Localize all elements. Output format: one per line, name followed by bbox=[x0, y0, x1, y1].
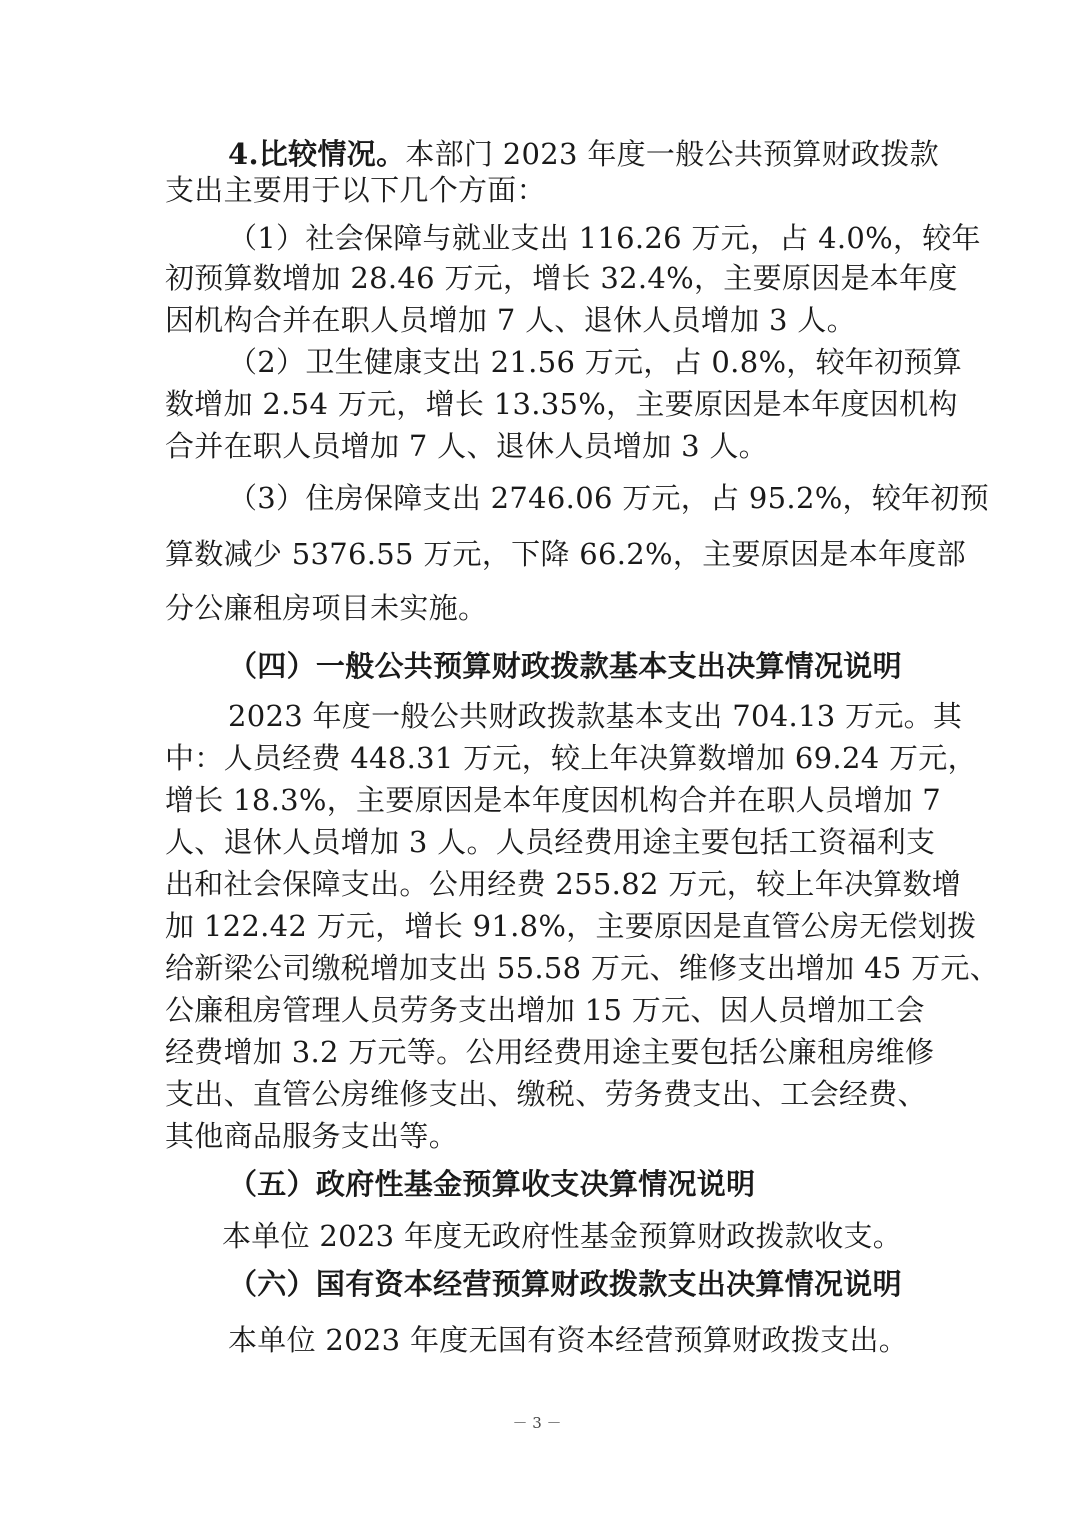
basic-expense-line-10: 支出、直管公房维修支出、缴税、劳务费支出、工会经费、 bbox=[165, 1077, 927, 1111]
section-4-heading: （四）一般公共预算财政拨款基本支出决算情况说明 bbox=[228, 649, 902, 683]
item-2-line-2: 数增加 2.54 万元，增长 13.35%，主要原因是本年度因机构 bbox=[165, 387, 958, 421]
section-6-text: 本单位 2023 年度无国有资本经营预算财政拨支出。 bbox=[228, 1323, 909, 1357]
basic-expense-line-6: 加 122.42 万元，增长 91.8%，主要原因是直管公房无偿划拨 bbox=[165, 909, 977, 943]
item-3-line-3: 分公廉租房项目未实施。 bbox=[165, 591, 488, 625]
section-5-heading: （五）政府性基金预算收支决算情况说明 bbox=[228, 1167, 756, 1201]
item-1-line-2: 初预算数增加 28.46 万元，增长 32.4%，主要原因是本年度 bbox=[165, 261, 958, 295]
basic-expense-line-3: 增长 18.3%，主要原因是本年度因机构合并在职人员增加 7 bbox=[165, 783, 942, 817]
item-2-line-1: （2）卫生健康支出 21.56 万元，占 0.8%，较年初预算 bbox=[228, 345, 963, 379]
item-3-line-1: （3）住房保障支出 2746.06 万元，占 95.2%，较年初预 bbox=[228, 481, 990, 515]
item-2-line-3: 合并在职人员增加 7 人、退休人员增加 3 人。 bbox=[165, 429, 768, 463]
basic-expense-line-1: 2023 年度一般公共财政拨款基本支出 704.13 万元。其 bbox=[228, 699, 963, 733]
section-5-text: 本单位 2023 年度无政府性基金预算财政拨款收支。 bbox=[222, 1219, 903, 1253]
comparison-line-1: 4.比较情况。本部门 2023 年度一般公共预算财政拨款 bbox=[228, 137, 939, 171]
item-3-line-2: 算数减少 5376.55 万元，下降 66.2%，主要原因是本年度部 bbox=[165, 537, 966, 571]
comparison-line-2: 支出主要用于以下几个方面： bbox=[165, 173, 546, 207]
page-number: － 3 － bbox=[512, 1414, 562, 1432]
section-6-heading: （六）国有资本经营预算财政拨款支出决算情况说明 bbox=[228, 1267, 902, 1301]
basic-expense-line-4: 人、退休人员增加 3 人。人员经费用途主要包括工资福利支 bbox=[165, 825, 936, 859]
basic-expense-line-7: 给新梁公司缴税增加支出 55.58 万元、维修支出增加 45 万元、 bbox=[165, 951, 999, 985]
basic-expense-line-8: 公廉租房管理人员劳务支出增加 15 万元、因人员增加工会 bbox=[165, 993, 925, 1027]
basic-expense-line-2: 中：人员经费 448.31 万元，较上年决算数增加 69.24 万元， bbox=[165, 741, 977, 775]
comparison-heading: 4.比较情况。 bbox=[228, 137, 406, 171]
basic-expense-line-9: 经费增加 3.2 万元等。公用经费用途主要包括公廉租房维修 bbox=[165, 1035, 935, 1069]
basic-expense-line-11: 其他商品服务支出等。 bbox=[165, 1119, 459, 1153]
basic-expense-line-5: 出和社会保障支出。公用经费 255.82 万元，较上年决算数增 bbox=[165, 867, 962, 901]
item-1-line-1: （1）社会保障与就业支出 116.26 万元，占 4.0%，较年 bbox=[228, 221, 981, 255]
item-1-line-3: 因机构合并在职人员增加 7 人、退休人员增加 3 人。 bbox=[165, 303, 856, 337]
